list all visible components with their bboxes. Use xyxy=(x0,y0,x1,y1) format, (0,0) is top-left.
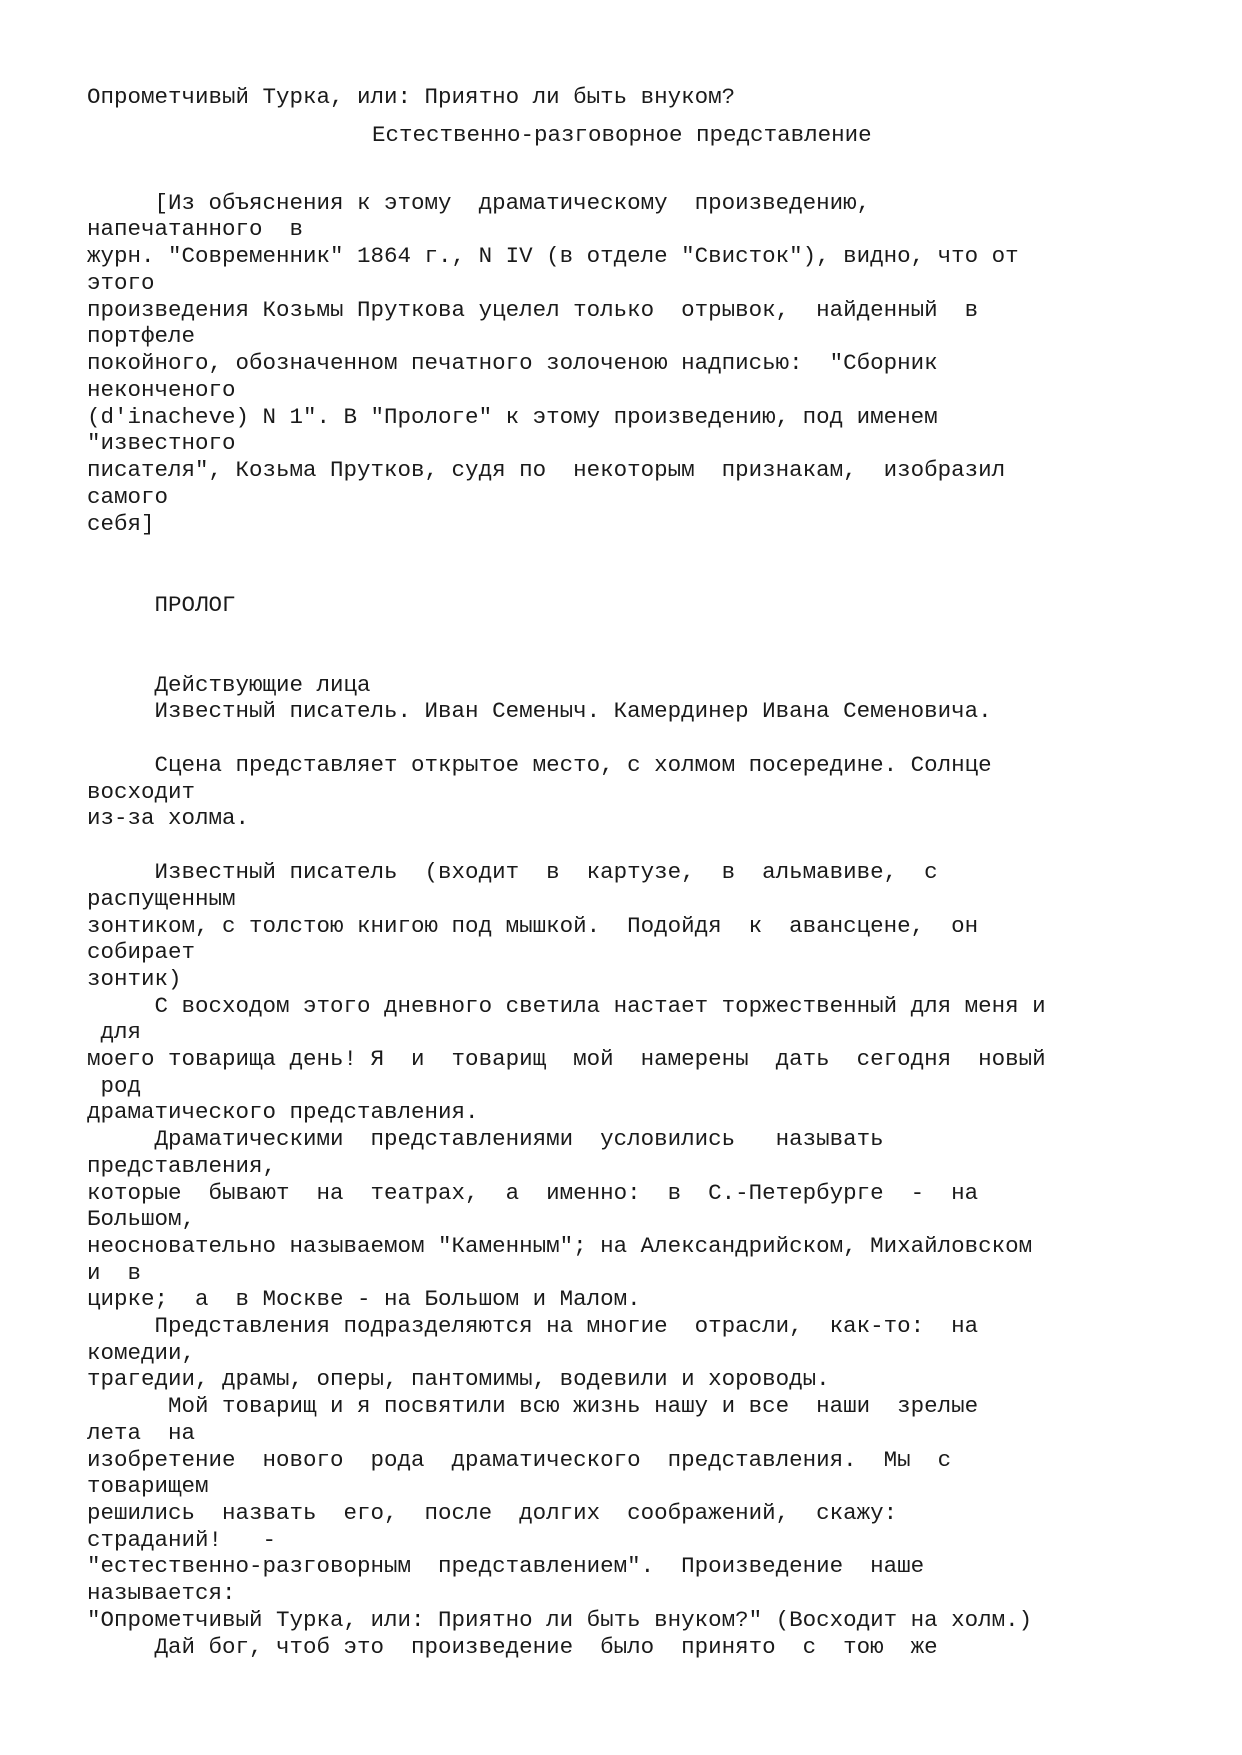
body-line: моего товарища день! Я и товарищ мой намерены дать сегодня новый xyxy=(87,1046,1046,1072)
body-line: и в xyxy=(87,1260,142,1286)
intro-line: покойного, обозначенном печатного золоченою надписью: "Сборник xyxy=(87,350,938,376)
intro-line: портфеле xyxy=(87,323,196,349)
body-line: комедии, xyxy=(87,1340,196,1366)
intro-line: себя] xyxy=(87,511,155,537)
body-line: "естественно-разговорным представлением". Произведение наше xyxy=(87,1553,925,1579)
scene-line: Сцена представляет открытое место, с холмом посередине. Солнце xyxy=(87,752,992,778)
intro-line: "известного xyxy=(87,430,236,456)
body-line: Мой товарищ и я посвятили всю жизнь нашу и все наши зрелые xyxy=(87,1393,979,1419)
body-line: неосновательно называемом "Каменным"; на Александрийском, Михайловском xyxy=(87,1233,1033,1259)
intro-line: писателя", Козьма Прутков, судя по некоторым признакам, изобразил xyxy=(87,457,1006,483)
body-line: Большом, xyxy=(87,1206,196,1232)
body-line: "Опрометчивый Турка, или: Приятно ли быть внуком?" (Восходит на холм.) xyxy=(87,1607,1033,1633)
cast-list: Известный писатель. Иван Семеныч. Камердинер Ивана Семеновича. xyxy=(87,698,992,724)
body-line: для xyxy=(87,1019,142,1045)
body-line: Представления подразделяются на многие отрасли, как-то: на xyxy=(87,1313,979,1339)
body-line: род xyxy=(87,1073,142,1099)
body-line: цирке; а в Москве - на Большом и Малом. xyxy=(87,1286,641,1312)
intro-line: самого xyxy=(87,484,169,510)
body-line: драматического представления. xyxy=(87,1099,479,1125)
intro-line: напечатанного в xyxy=(87,216,304,242)
body-line: распущенным xyxy=(87,886,236,912)
prolog-heading: ПРОЛОГ xyxy=(87,592,236,618)
intro-line: этого xyxy=(87,270,155,296)
body-line: страданий! - xyxy=(87,1527,277,1553)
body-line: зонтиком, с толстою книгою под мышкой. Подойдя к авансцене, он xyxy=(87,913,979,939)
body-line: товарищем xyxy=(87,1473,209,1499)
intro-line: произведения Козьмы Пруткова уцелел только отрывок, найденный в xyxy=(87,297,979,323)
scene-line: из-за холма. xyxy=(87,805,250,831)
body-line: лета на xyxy=(87,1420,196,1446)
body-line: решились назвать его, после долгих соображений, скажу: xyxy=(87,1500,898,1526)
body-line: изобретение нового рода драматического представления. Мы с xyxy=(87,1447,952,1473)
intro-line: неконченого xyxy=(87,377,236,403)
body-line: Драматическими представлениями условились называть xyxy=(87,1126,884,1152)
body-line: зонтик) xyxy=(87,966,182,992)
document-subtitle: Естественно-разговорное представление xyxy=(372,122,872,148)
body-line: представления, xyxy=(87,1153,277,1179)
body-line: собирает xyxy=(87,939,196,965)
document-title: Опрометчивый Турка, или: Приятно ли быть внуком? xyxy=(87,84,736,110)
body-line: называется: xyxy=(87,1580,236,1606)
body-line: Известный писатель (входит в картузе, в альмавиве, с xyxy=(87,859,938,885)
body-line: которые бывают на театрах, а именно: в С.-Петербурге - на xyxy=(87,1180,979,1206)
intro-line: журн. "Современник" 1864 г., N IV (в отделе "Свисток"), видно, что от xyxy=(87,243,1019,269)
body-line: Дай бог, чтоб это произведение было принято с тою же xyxy=(87,1634,938,1660)
cast-heading: Действующие лица xyxy=(87,672,371,698)
intro-line: (d'inacheve) N 1". В "Прологе" к этому произведению, под именем xyxy=(87,404,938,430)
body-line: С восходом этого дневного светила настает торжественный для меня и xyxy=(87,993,1046,1019)
scene-line: восходит xyxy=(87,779,196,805)
intro-line: [Из объяснения к этому драматическому произведению, xyxy=(87,190,871,216)
body-line: трагедии, драмы, оперы, пантомимы, водевили и хороводы. xyxy=(87,1366,830,1392)
